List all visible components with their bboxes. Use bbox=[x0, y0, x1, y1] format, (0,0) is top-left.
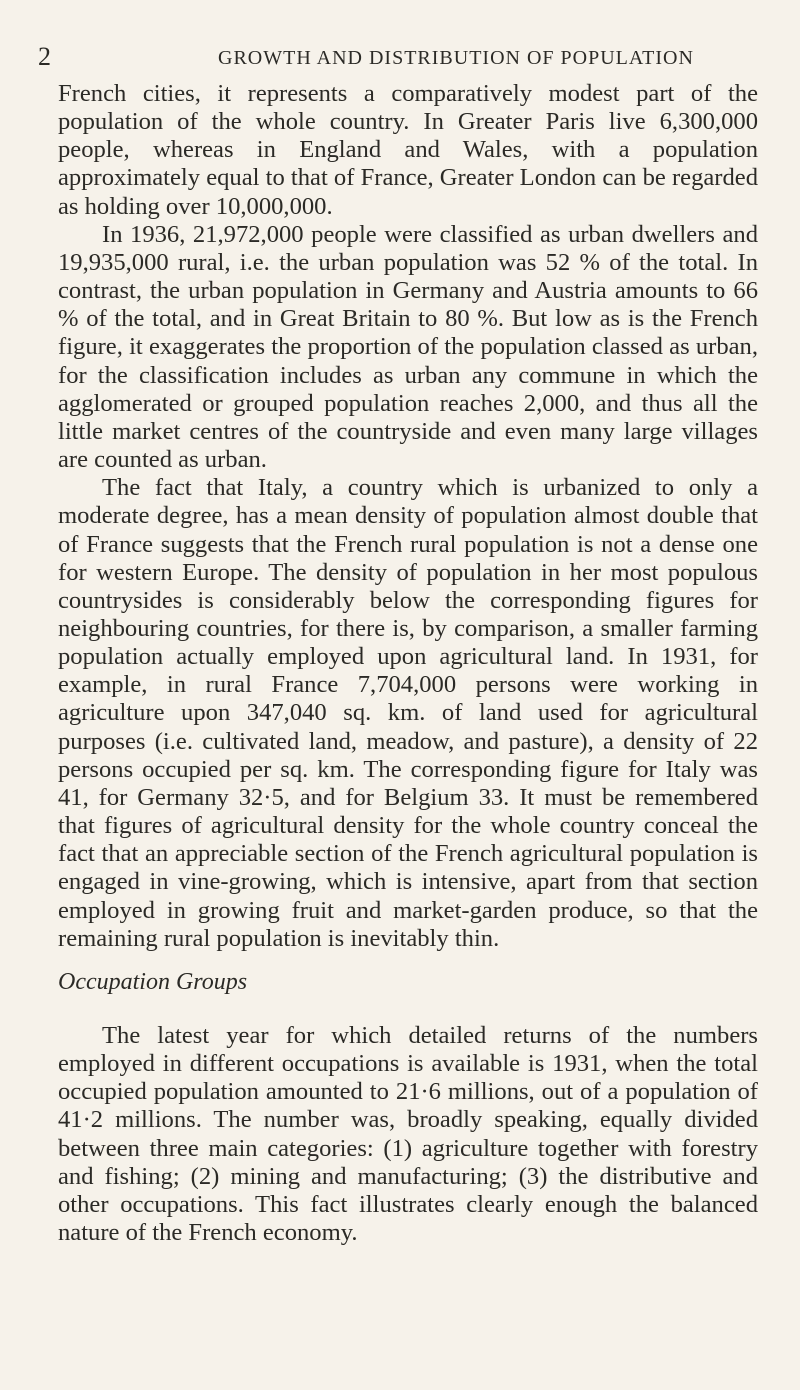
paragraph-rural-density: The fact that Italy, a country which is urbanized to only a moderate degree, has a mean density of population almost double that of France suggests that the French rural population is not a dense one for western Europe. The density of population in her most populous countrysides is considerably below the corresponding figures for neighbouring countries, for there is, by comparison, a smaller farming population actually employed upon agricultural land. In 1931, for example, in rural France 7,704,000 persons were working in agriculture upon 347,040 sq. km. of land used for agricultural purposes (i.e. cultivated land, meadow, and pasture), a density of 22 persons occupied per sq. km. The corresponding figure for Italy was 41, for Germany 32·5, and for Belgium 33. It must be remembered that figures of agricultural density for the whole country conceal the fact that an appreciable section of the French agricultural population is engaged in vine-growing, which is intensive, apart from that section employed in growing fruit and market-garden produce, so that the remaining rural population is inevitably thin. bbox=[58, 474, 758, 952]
running-head: GROWTH AND DISTRIBUTION OF POPULATION bbox=[218, 47, 694, 69]
paragraph-urban-rural-1936: In 1936, 21,972,000 people were classified as urban dwellers and 19,935,000 rural, i.e. the urban population was 52 % of the total. In contrast, the urban population in Germany and Austria amounts to 66 % of the total, and in Great Britain to 80 %. But low as is the French figure, it exaggerates the proportion of the population classed as urban, for the classification includes as urban any commune in which the agglomerated or grouped population reaches 2,000, and thus all the little market centres of the countryside and even many large villages are counted as urban. bbox=[58, 220, 758, 474]
paragraph-urban-comparison: French cities, it represents a comparatively modest part of the population of the whole country. In Greater Paris live 6,300,000 people, whereas in England and Wales, with a population approximately equal to that of France, Greater London can be regarded as holding over 10,000,000. bbox=[58, 80, 758, 220]
main-text bbox=[58, 80, 758, 953]
page-header bbox=[38, 42, 758, 72]
section-text bbox=[58, 1022, 758, 1247]
section-heading: Occupation Groups bbox=[58, 969, 248, 995]
paragraph-occupation-groups: The latest year for which detailed returns of the numbers employed in different occupations is available is 1931, when the total occupied population amounted to 21·6 millions, out of a population of 41·2 millions. The number was, broadly speaking, equally divided between three main categories: (1) agriculture together with forestry and fishing; (2) mining and manufacturing; (3) the distributive and other occupations. This fact illustrates clearly enough the balanced nature of the French economy. bbox=[58, 1022, 758, 1247]
page-number: 2 bbox=[38, 42, 51, 71]
